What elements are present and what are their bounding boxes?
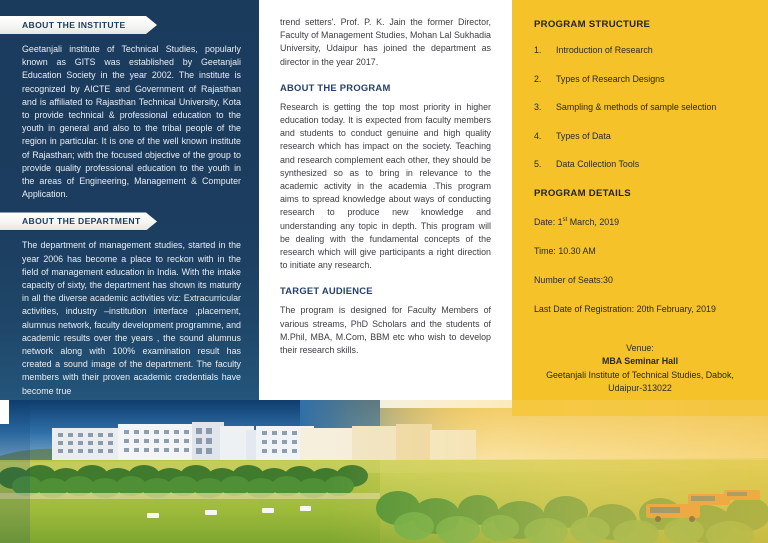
about-the-program-text: Research is getting the top most priority in higher education today. It is expected from faculty members and students to conduct genuine and high quality research which has impact on the society. Teaching and research complement each other, they should be synthesized so as to bring in relevance to the academic activity in the academia .This program aims to spread knowledge about ways of conducting research to produce new knowledge and understanding any topic in depth. This program will be dealing with the fundamental concepts of the research which will give participants a right direction to initiate any research. — [280, 101, 491, 271]
detail-last-date: Last Date of Registration: 20th February, 2019 — [534, 303, 716, 314]
program-structure-list — [534, 44, 746, 170]
about-the-institute-text: Geetanjali institute of Technical Studies, popularly known as GITS was established by Geetanjali Education Society in the year 2002. The institute is recognized by AICTE and Government of Rajasthan and is affiliated to Rajasthan Technical University, Kota to provide technical & professional education to the youth in general and also to the tribal people of the region in particular. It is one of the well known institute of Rajasthan; with the focused objective of the group to provide quality professional education to the youth in the areas of Engineering, Management & Computer Application. — [22, 44, 241, 200]
right-yellow-panel — [512, 0, 768, 400]
list-item — [534, 101, 746, 113]
detail-seats: Number of Seats:30 — [534, 274, 613, 285]
campus-photo — [0, 400, 768, 543]
ribbon-label: ABOUT THE INSTITUTE — [22, 20, 126, 30]
about-the-department-text: The department of management studies, started in the year 2006 has become a place to reckon with in the field of management education in India. With the intake capacity of sixty, the department has shown its maturity in all the diverse academic activities viz: Extracurricular activities, industry –institution interface ,placement, alumnus network, faculty development programme, and academic results over the years , the sound alumnus network along with 100% examination result has created a sound image of the department. The faculty members with their proven academic credentials have become true — [22, 240, 241, 396]
ribbon-about-the-department — [0, 212, 157, 230]
detail-time: Time: 10.30 AM — [534, 245, 596, 256]
list-item — [534, 44, 746, 56]
list-item-label: Introduction of Research — [556, 45, 653, 55]
list-item-number: 4. — [534, 130, 542, 141]
detail-date-suffix: March, 2019 — [567, 216, 620, 227]
heading-program-details: PROGRAM DETAILS — [534, 188, 631, 199]
ribbon-about-the-institute — [0, 16, 157, 34]
continued-paragraph: trend setters'. Prof. P. K. Jain the former Director, Faculty of Management Studies, Mohan Lal Sukhadia University, Udaipur has joined the department as director in the year 2017. — [280, 17, 491, 67]
list-item-label: Sampling & methods of sample selection — [556, 102, 717, 112]
list-item — [534, 158, 746, 170]
heading-about-the-program: ABOUT THE PROGRAM — [280, 81, 391, 93]
venue-address-line-2: Udaipur-313022 — [608, 383, 672, 394]
venue-block — [534, 342, 746, 396]
detail-date-ordinal: st — [562, 217, 568, 223]
detail-date — [534, 214, 746, 228]
list-item-label: Data Collection Tools — [556, 159, 640, 169]
list-item-number: 3. — [534, 102, 542, 112]
target-audience-text: The program is designed for Faculty Members of various streams, PhD Scholars and the students of M.Phil, MBA, M.Com, BBM etc who wish to develop their research skills. — [280, 305, 491, 356]
venue-address-line-1: Geetanjali Institute of Technical Studies, Dabok, — [546, 369, 734, 380]
list-item — [534, 130, 746, 142]
venue-hall: MBA Seminar Hall — [601, 356, 679, 367]
middle-white-panel — [259, 0, 512, 400]
list-item — [534, 73, 746, 85]
venue-label: Venue: — [626, 342, 654, 353]
left-blue-panel — [0, 0, 259, 400]
left-edge-notch — [0, 400, 9, 424]
heading-target-audience: TARGET AUDIENCE — [280, 285, 373, 297]
list-item-number: 5. — [534, 159, 542, 169]
heading-program-structure: PROGRAM STRUCTURE — [534, 19, 651, 30]
campus-photo-illustration — [0, 400, 768, 543]
detail-date-prefix: Date: 1 — [534, 216, 563, 227]
list-item-label: Types of Research Designs — [556, 73, 665, 84]
list-item-label: Types of Data — [556, 130, 611, 141]
list-item-number: 1. — [534, 45, 542, 55]
ribbon-label: ABOUT THE DEPARTMENT — [22, 216, 141, 227]
list-item-number: 2. — [534, 73, 542, 84]
